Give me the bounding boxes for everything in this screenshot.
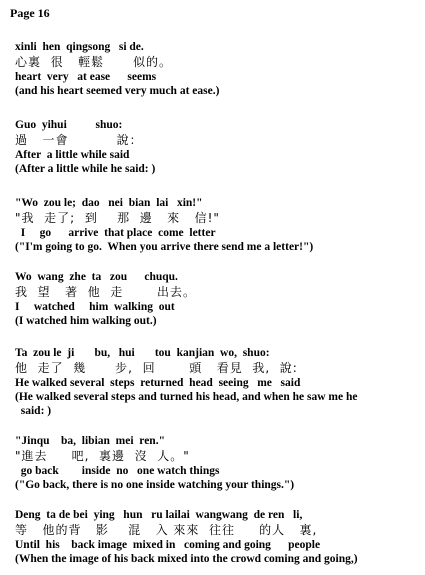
pinyin-line: xinli hen qingsong si de. — [15, 41, 144, 53]
translation-line: (I watched him walking out.) — [15, 315, 157, 327]
pinyin-line: Ta zou le ji bu, hui tou kanjian wo, shuo: — [15, 347, 270, 359]
translation-line: said: ) — [15, 405, 52, 417]
pinyin-line: Deng ta de bei ying hun ru lailai wangwang de ren li, — [15, 509, 303, 521]
translation-line: (and his heart seemed very much at ease.) — [15, 85, 220, 97]
translation-line: (He walked several steps and turned his head, and when he saw me he — [15, 391, 358, 403]
pinyin-line: "Wo zou le; dao nei bian lai xin!" — [15, 197, 203, 209]
translation-line: ("Go back, there is no one inside watching your things.") — [15, 479, 295, 491]
chinese-line: 我 望 著 他 走 出去。 — [15, 285, 197, 299]
gloss-line: heart very at ease seems — [15, 71, 157, 83]
pinyin-line: "Jinqu ba, libian mei ren." — [15, 435, 165, 447]
chinese-line: 他 走了 幾 步, 回 頭 看見 我, 說: — [15, 361, 298, 375]
chinese-line: "我 走了; 到 那 邊 來 信!" — [15, 211, 220, 225]
chinese-line: 心裏 很 輕鬆 似的。 — [15, 55, 172, 69]
translation-line: ("I'm going to go. When you arrive there send me a letter!") — [15, 241, 314, 253]
translation-line: (After a little while he said: ) — [15, 163, 156, 175]
page-number: Page 16 — [10, 6, 50, 20]
translation-line: (When the image of his back mixed into the crowd coming and going,) — [15, 553, 358, 565]
gloss-line: I watched him walking out — [15, 301, 175, 313]
gloss-line: Until his back image mixed in coming and going people — [15, 539, 321, 551]
gloss-line: After a little while said — [15, 149, 130, 161]
pinyin-line: Wo wang zhe ta zou chuqu. — [15, 271, 178, 283]
gloss-line: I go arrive that place come letter — [15, 227, 216, 239]
chinese-line: 過 一會 說： — [15, 133, 143, 147]
pinyin-line: Guo yihui shuo: — [15, 119, 123, 131]
gloss-line: He walked several steps returned head seeing me said — [15, 377, 301, 389]
chinese-line: "進去 吧, 裏邊 沒 人。" — [15, 449, 190, 463]
chinese-line: 等 他的背 影 混 入 來來 往往 的人 裏, — [15, 523, 318, 537]
gloss-line: go back inside no one watch things — [15, 465, 220, 477]
